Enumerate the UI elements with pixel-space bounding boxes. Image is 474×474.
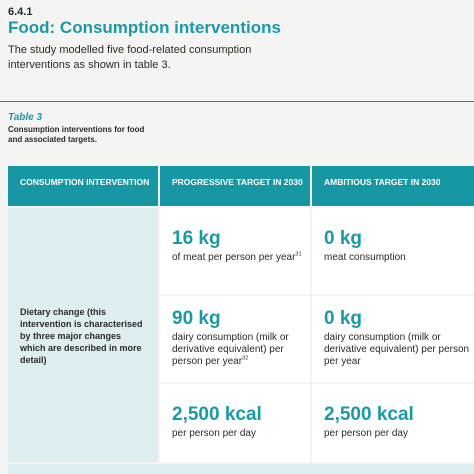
- target-description: per person per day: [172, 428, 256, 439]
- divider: [0, 101, 474, 102]
- table-cell-progressive-dairy: [160, 296, 310, 382]
- table-caption: Consumption interventions for food and associated targets.: [8, 125, 145, 144]
- intro-paragraph: The study modelled five food-related consumption interventions as shown in table 3.: [8, 44, 252, 71]
- footnote-ref: 31: [295, 251, 302, 258]
- footnote-ref: 32: [242, 355, 249, 362]
- target-description: of meat per person per year$^{31}$: [172, 251, 302, 263]
- target-value: 0 kg: [324, 228, 363, 249]
- header-ambitious-target: AMBITIOUS TARGET IN 2030: [312, 166, 474, 206]
- table-label: Table 3: [8, 112, 43, 123]
- header-consumption-intervention: CONSUMPTION INTERVENTION: [8, 166, 158, 206]
- section-title: Food: Consumption interventions: [8, 18, 281, 37]
- target-value: 0 kg: [324, 308, 363, 329]
- target-value: 2,500 kcal: [324, 404, 414, 425]
- target-value: 90 kg: [172, 308, 221, 329]
- target-value: 2,500 kcal: [172, 404, 262, 425]
- table-cell-progressive-calories: [160, 384, 310, 462]
- target-value: 16 kg: [172, 228, 221, 249]
- table-cell-ambitious-dairy: [312, 296, 474, 382]
- target-description: dairy consumption (milk or derivative equivalent) per person per year$^{32}$: [172, 332, 289, 367]
- table-cell-ambitious-meat: [312, 208, 474, 294]
- table-cell-ambitious-calories: [312, 384, 474, 462]
- target-description: dairy consumption (milk or derivative equivalent) per person per year: [324, 332, 470, 367]
- section-number: 6.4.1: [8, 6, 33, 18]
- header-progressive-target: PROGRESSIVE TARGET IN 2030: [160, 166, 310, 206]
- table-cell-progressive-meat: [160, 208, 310, 294]
- dietary-change-label: Dietary change (this intervention is characterised by three major changes which are described in more detail): [20, 307, 143, 365]
- next-row-strip: [8, 464, 474, 474]
- target-description: meat consumption: [324, 252, 406, 263]
- target-description: per person per day: [324, 428, 408, 439]
